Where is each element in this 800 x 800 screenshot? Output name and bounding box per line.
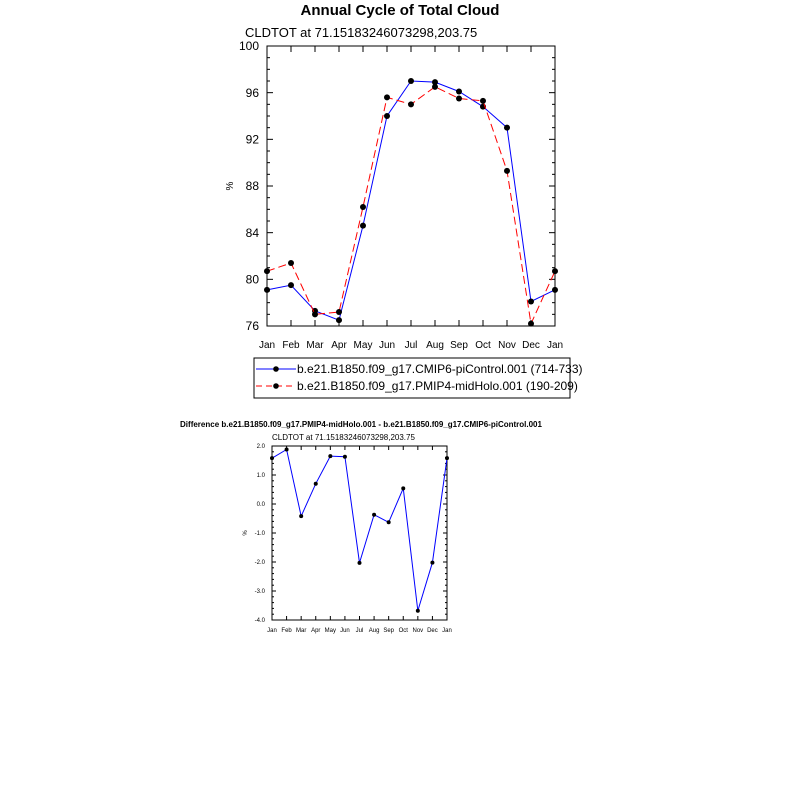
x-tick-label: Oct bbox=[398, 628, 408, 634]
series-0-point bbox=[336, 317, 342, 323]
chart1-legend bbox=[254, 358, 583, 398]
x-tick-label: Jul bbox=[404, 340, 418, 351]
series-0-point bbox=[387, 520, 391, 524]
x-tick-label: Nov bbox=[498, 340, 516, 351]
y-tick-label: 76 bbox=[245, 319, 259, 334]
x-tick-label: Oct bbox=[475, 340, 491, 351]
series-0-point bbox=[328, 454, 332, 458]
legend-marker-midholo bbox=[273, 383, 279, 389]
series-0-point bbox=[314, 482, 318, 486]
chart2-plot-frame bbox=[272, 446, 447, 620]
series-0-point bbox=[288, 282, 294, 288]
series-1-point bbox=[552, 268, 558, 274]
chart1-y-ticks bbox=[239, 39, 555, 333]
series-0-point bbox=[360, 223, 366, 229]
series-0-point bbox=[408, 78, 414, 84]
series-1-point bbox=[312, 311, 318, 317]
x-tick-label: May bbox=[324, 628, 337, 634]
chart2-series bbox=[270, 447, 449, 612]
x-tick-label: Mar bbox=[306, 340, 324, 351]
x-tick-label: Jan bbox=[546, 340, 564, 351]
series-1-point bbox=[336, 309, 342, 315]
chart2-subtitle: CLDTOT at 71.15183246073298,203.75 bbox=[272, 433, 415, 442]
x-tick-label: Sep bbox=[450, 340, 468, 351]
chart2-x-ticks bbox=[267, 446, 452, 634]
x-tick-label: Jul bbox=[355, 628, 364, 634]
x-tick-label: Apr bbox=[311, 628, 321, 634]
chart2-y-axis-label: % bbox=[243, 530, 249, 536]
legend-label-midholo: b.e21.B1850.f09_g17.PMIP4-midHolo.001 (190-209) bbox=[297, 379, 578, 393]
y-tick-label: -2.0 bbox=[254, 560, 265, 567]
series-0-point bbox=[358, 561, 362, 565]
x-tick-label: May bbox=[353, 340, 373, 351]
series-1-point bbox=[480, 98, 486, 104]
y-tick-label: -3.0 bbox=[254, 589, 265, 596]
x-tick-label: Sep bbox=[383, 628, 395, 634]
x-tick-label: Aug bbox=[426, 340, 444, 351]
legend-label-control: b.e21.B1850.f09_g17.CMIP6-piControl.001 (714-733) bbox=[297, 362, 583, 376]
chart1-x-ticks bbox=[259, 46, 563, 351]
y-tick-label: -4.0 bbox=[254, 618, 265, 625]
series-0-point bbox=[270, 456, 274, 460]
series-0-point bbox=[401, 486, 405, 490]
x-tick-label: Dec bbox=[522, 340, 540, 351]
x-tick-label: Aug bbox=[368, 628, 380, 634]
series-0-point bbox=[552, 287, 558, 293]
series-1-point bbox=[384, 94, 390, 100]
chart1-y-axis-label: % bbox=[225, 181, 236, 191]
x-tick-label: Jun bbox=[378, 340, 396, 351]
x-tick-label: Jun bbox=[340, 628, 350, 634]
annual-cycle-chart bbox=[225, 25, 563, 351]
x-tick-label: Dec bbox=[427, 628, 438, 634]
series-1-point bbox=[504, 168, 510, 174]
y-tick-label: 1.0 bbox=[256, 473, 265, 480]
y-tick-label: 96 bbox=[245, 85, 259, 100]
series-1-point bbox=[528, 321, 534, 327]
x-tick-label: Jan bbox=[442, 628, 452, 634]
series-1-point bbox=[408, 101, 414, 107]
series-0-point bbox=[384, 113, 390, 119]
series-0-point bbox=[372, 513, 376, 517]
series-line-0 bbox=[272, 449, 447, 610]
y-tick-label: 2.0 bbox=[256, 444, 265, 451]
y-tick-label: 88 bbox=[245, 179, 259, 194]
x-tick-label: Mar bbox=[295, 628, 307, 634]
series-0-point bbox=[264, 287, 270, 293]
series-line-1 bbox=[267, 87, 555, 324]
series-1-point bbox=[288, 260, 294, 266]
series-1-point bbox=[360, 204, 366, 210]
series-0-point bbox=[343, 455, 347, 459]
series-0-point bbox=[456, 89, 462, 95]
series-0-point bbox=[285, 447, 289, 451]
x-tick-label: Nov bbox=[412, 628, 424, 634]
x-tick-label: Apr bbox=[331, 340, 347, 351]
series-0-point bbox=[445, 456, 449, 460]
x-tick-label: Jan bbox=[258, 340, 276, 351]
chart2-title: Difference b.e21.B1850.f09_g17.PMIP4-midHolo.001 - b.e21.B1850.f09_g17.CMIP6-piControl.001 bbox=[180, 420, 542, 429]
series-1-point bbox=[456, 96, 462, 102]
chart1-title: CLDTOT at 71.15183246073298,203.75 bbox=[245, 25, 478, 40]
series-0-point bbox=[299, 514, 303, 518]
y-tick-label: -1.0 bbox=[254, 531, 265, 538]
x-tick-label: Feb bbox=[281, 628, 292, 634]
series-1-point bbox=[432, 84, 438, 90]
y-tick-label: 80 bbox=[245, 272, 259, 287]
series-0-point bbox=[504, 125, 510, 131]
chart2-y-ticks bbox=[255, 444, 447, 624]
y-tick-label: 0.0 bbox=[256, 502, 265, 509]
series-0-point bbox=[430, 561, 434, 565]
figure-title: Annual Cycle of Total Cloud bbox=[300, 2, 500, 19]
y-tick-label: 92 bbox=[245, 132, 259, 147]
legend-marker-control bbox=[273, 366, 279, 372]
chart1-plot-frame bbox=[267, 46, 555, 326]
chart1-series bbox=[264, 78, 558, 327]
difference-chart bbox=[180, 420, 542, 634]
series-1-point bbox=[264, 268, 270, 274]
x-tick-label: Jan bbox=[267, 628, 277, 634]
series-0-point bbox=[528, 299, 534, 305]
series-0-point bbox=[416, 609, 420, 613]
y-tick-label: 84 bbox=[245, 225, 259, 240]
y-tick-label: 100 bbox=[238, 39, 259, 54]
x-tick-label: Feb bbox=[282, 340, 300, 351]
